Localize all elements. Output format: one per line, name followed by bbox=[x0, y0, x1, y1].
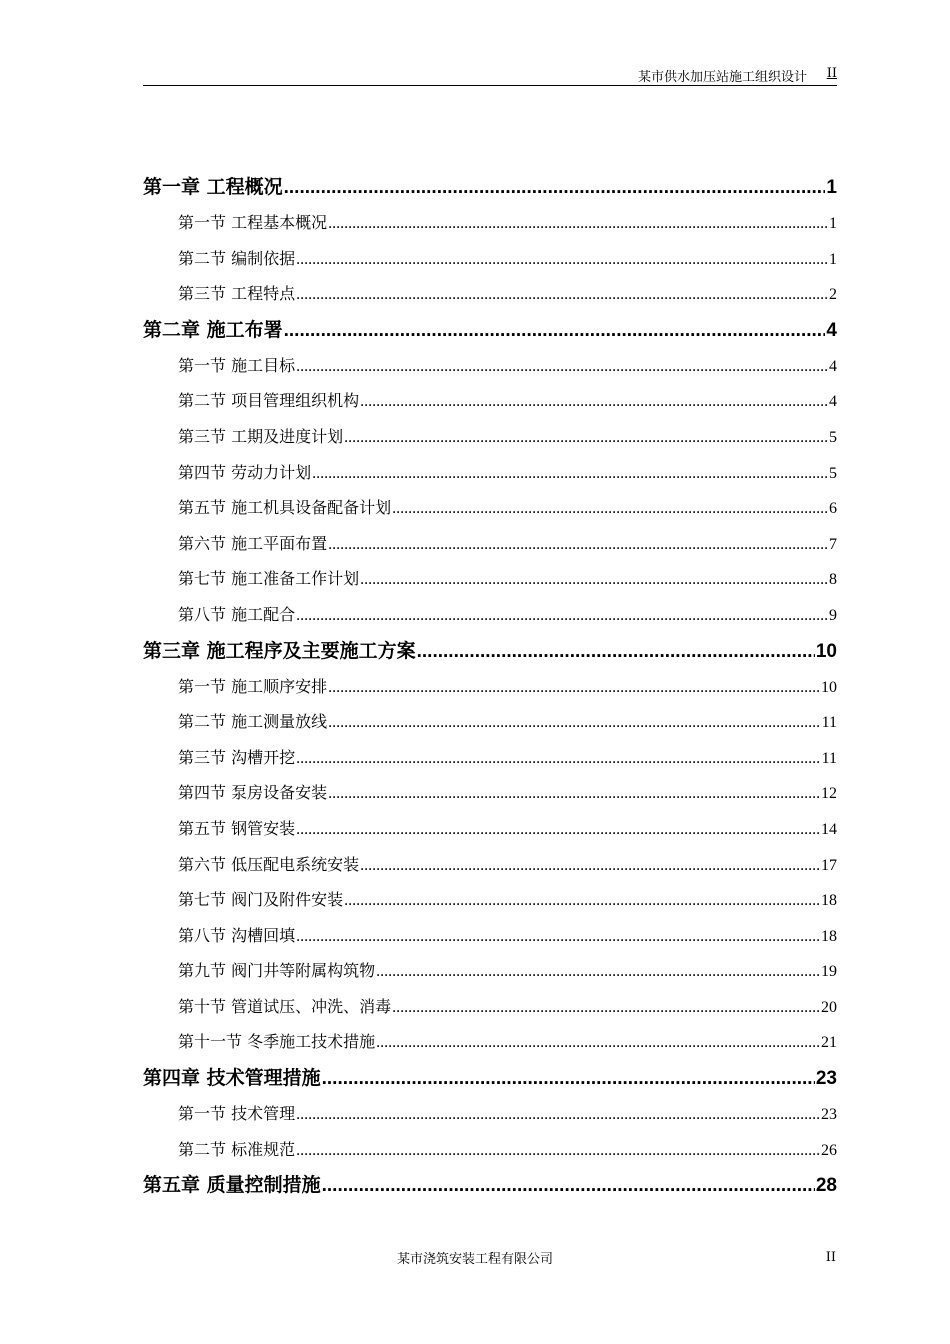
toc-section-entry[interactable] bbox=[143, 704, 837, 740]
toc-entry-page: 18 bbox=[821, 927, 837, 945]
toc-leader-dots bbox=[322, 1061, 815, 1097]
toc-entry-page: 11 bbox=[821, 749, 837, 767]
toc-section-entry[interactable] bbox=[143, 775, 837, 811]
toc-section-entry[interactable] bbox=[143, 241, 837, 277]
toc-entry-page: 1 bbox=[826, 177, 837, 198]
toc-entry-page: 7 bbox=[829, 535, 837, 553]
toc-leader-dots bbox=[296, 349, 828, 385]
toc-section-entry[interactable] bbox=[143, 526, 837, 562]
toc-entry-label: 第十一节 冬季施工技术措施 bbox=[178, 1032, 376, 1052]
toc-entry-label: 第三节 工期及进度计划 bbox=[178, 426, 344, 446]
toc-entry-label: 第七节 施工准备工作计划 bbox=[178, 569, 360, 589]
toc-leader-dots bbox=[376, 954, 820, 990]
toc-section-entry[interactable] bbox=[143, 276, 837, 312]
toc-chapter-entry[interactable] bbox=[143, 1060, 837, 1096]
toc-entry-page: 4 bbox=[826, 319, 837, 341]
toc-entry-page: 11 bbox=[821, 714, 837, 732]
toc-entry-label: 第九节 阀门井等附属构筑物 bbox=[178, 961, 376, 981]
toc-entry-page: 28 bbox=[815, 1175, 837, 1197]
toc-entry-label: 第一节 工程基本概况 bbox=[178, 213, 328, 232]
toc-leader-dots bbox=[392, 491, 828, 527]
toc-leader-dots bbox=[296, 919, 820, 955]
toc-section-entry[interactable] bbox=[143, 811, 837, 847]
toc-leader-dots bbox=[284, 313, 826, 349]
footer-company: 某市浇筑安装工程有限公司 bbox=[396, 1252, 553, 1267]
toc-section-entry[interactable] bbox=[143, 490, 837, 526]
toc-section-entry[interactable] bbox=[143, 882, 837, 918]
toc-entry-label: 第一章 工程概况 bbox=[143, 176, 283, 198]
toc-entry-page: 5 bbox=[829, 428, 837, 446]
toc-entry-page: 9 bbox=[829, 606, 837, 624]
toc-chapter-entry[interactable] bbox=[143, 633, 837, 669]
footer-page-number: II bbox=[825, 1250, 836, 1265]
toc-entry-page: 17 bbox=[821, 856, 837, 874]
toc-entry-page: 14 bbox=[821, 820, 837, 838]
toc-leader-dots bbox=[344, 883, 820, 919]
toc-entry-label: 第一节 施工目标 bbox=[178, 355, 296, 375]
toc-section-entry[interactable] bbox=[143, 561, 837, 597]
toc-entry-label: 第四章 技术管理措施 bbox=[143, 1067, 321, 1090]
toc-leader-dots bbox=[296, 242, 828, 278]
page-header bbox=[143, 64, 837, 86]
toc-leader-dots bbox=[392, 990, 820, 1026]
header-title: 某市供水加压站施工组织设计 bbox=[637, 70, 807, 85]
toc-leader-dots bbox=[312, 456, 828, 492]
toc-entry-page: 4 bbox=[829, 393, 837, 411]
toc-leader-dots bbox=[417, 634, 815, 670]
toc-leader-dots bbox=[328, 776, 820, 812]
toc-section-entry[interactable] bbox=[143, 953, 837, 989]
toc-leader-dots bbox=[344, 420, 828, 456]
toc-entry-page: 4 bbox=[829, 357, 837, 375]
toc-entry-label: 第三节 沟槽开挖 bbox=[178, 747, 296, 767]
toc-section-entry[interactable] bbox=[143, 455, 837, 491]
toc-leader-dots bbox=[328, 705, 821, 741]
toc-section-entry[interactable] bbox=[143, 597, 837, 633]
toc-entry-label: 第一节 施工顺序安排 bbox=[178, 676, 328, 696]
toc-section-entry[interactable] bbox=[143, 205, 837, 241]
toc-entry-page: 10 bbox=[821, 678, 837, 696]
toc-entry-label: 第二节 施工测量放线 bbox=[178, 712, 328, 732]
toc-entry-page: 23 bbox=[815, 1068, 837, 1090]
toc-section-entry[interactable] bbox=[143, 740, 837, 776]
toc-entry-label: 第一节 技术管理 bbox=[178, 1104, 296, 1124]
toc-entry-page: 26 bbox=[821, 1141, 837, 1159]
header-page-number: II bbox=[826, 66, 837, 81]
toc-leader-dots bbox=[296, 1133, 820, 1169]
toc-leader-dots bbox=[328, 206, 828, 242]
toc-section-entry[interactable] bbox=[143, 419, 837, 455]
toc-entry-label: 第二节 编制依据 bbox=[178, 248, 296, 268]
toc-entry-page: 2 bbox=[829, 286, 837, 304]
toc-leader-dots bbox=[360, 562, 828, 598]
toc-section-entry[interactable] bbox=[143, 1024, 837, 1060]
toc-entry-page: 10 bbox=[815, 640, 837, 662]
toc-entry-label: 第六节 施工平面布置 bbox=[178, 533, 328, 553]
toc-section-entry[interactable] bbox=[143, 918, 837, 954]
toc-entry-page: 12 bbox=[821, 785, 837, 803]
toc-entry-page: 1 bbox=[829, 250, 837, 268]
toc-leader-dots bbox=[296, 812, 820, 848]
toc-leader-dots bbox=[296, 277, 828, 313]
toc-section-entry[interactable] bbox=[143, 989, 837, 1025]
toc-entry-page: 20 bbox=[821, 998, 837, 1016]
toc-entry-label: 第二章 施工布署 bbox=[143, 318, 283, 341]
toc-chapter-entry[interactable] bbox=[143, 169, 837, 205]
toc-leader-dots bbox=[296, 598, 828, 634]
toc-entry-label: 第八节 施工配合 bbox=[178, 604, 296, 624]
toc-leader-dots bbox=[360, 384, 828, 420]
toc-leader-dots bbox=[296, 1097, 820, 1133]
toc-entry-label: 第五节 施工机具设备配备计划 bbox=[178, 498, 392, 518]
toc-section-entry[interactable] bbox=[143, 1096, 837, 1132]
toc-chapter-entry[interactable] bbox=[143, 1167, 837, 1203]
toc-entry-page: 1 bbox=[829, 215, 837, 232]
toc-section-entry[interactable] bbox=[143, 348, 837, 384]
toc-section-entry[interactable] bbox=[143, 847, 837, 883]
toc-section-entry[interactable] bbox=[143, 383, 837, 419]
toc-entry-label: 第五节 钢管安装 bbox=[178, 818, 296, 838]
toc-entry-page: 19 bbox=[821, 963, 837, 981]
toc-entry-page: 21 bbox=[821, 1034, 837, 1052]
toc-entry-label: 第七节 阀门及附件安装 bbox=[178, 890, 344, 910]
toc-chapter-entry[interactable] bbox=[143, 312, 837, 348]
toc-leader-dots bbox=[360, 848, 820, 884]
toc-entry-label: 第二节 标准规范 bbox=[178, 1139, 296, 1159]
toc-entry-page: 5 bbox=[829, 464, 837, 482]
toc-section-entry[interactable] bbox=[143, 1132, 837, 1168]
toc-leader-dots bbox=[328, 670, 820, 706]
toc-leader-dots bbox=[296, 741, 821, 777]
toc-entry-label: 第三节 工程特点 bbox=[178, 284, 296, 304]
toc-section-entry[interactable] bbox=[143, 669, 837, 705]
toc-leader-dots bbox=[284, 170, 826, 206]
toc-entry-page: 6 bbox=[829, 500, 837, 518]
toc-entry-page: 8 bbox=[829, 571, 837, 589]
toc-entry-page: 23 bbox=[821, 1106, 837, 1124]
toc-entry-page: 18 bbox=[821, 892, 837, 910]
toc-entry-label: 第八节 沟槽回填 bbox=[178, 925, 296, 945]
toc-leader-dots bbox=[328, 527, 828, 563]
toc-entry-label: 第四节 劳动力计划 bbox=[178, 462, 312, 482]
table-of-contents bbox=[143, 169, 837, 1203]
toc-entry-label: 第二节 项目管理组织机构 bbox=[178, 391, 360, 411]
toc-entry-label: 第六节 低压配电系统安装 bbox=[178, 854, 360, 874]
toc-entry-label: 第十节 管道试压、冲洗、消毒 bbox=[178, 996, 392, 1016]
toc-entry-label: 第五章 质量控制措施 bbox=[143, 1174, 321, 1197]
toc-entry-label: 第三章 施工程序及主要施工方案 bbox=[143, 639, 416, 662]
toc-entry-label: 第四节 泵房设备安装 bbox=[178, 783, 328, 803]
toc-leader-dots bbox=[322, 1168, 815, 1204]
toc-leader-dots bbox=[376, 1025, 820, 1061]
